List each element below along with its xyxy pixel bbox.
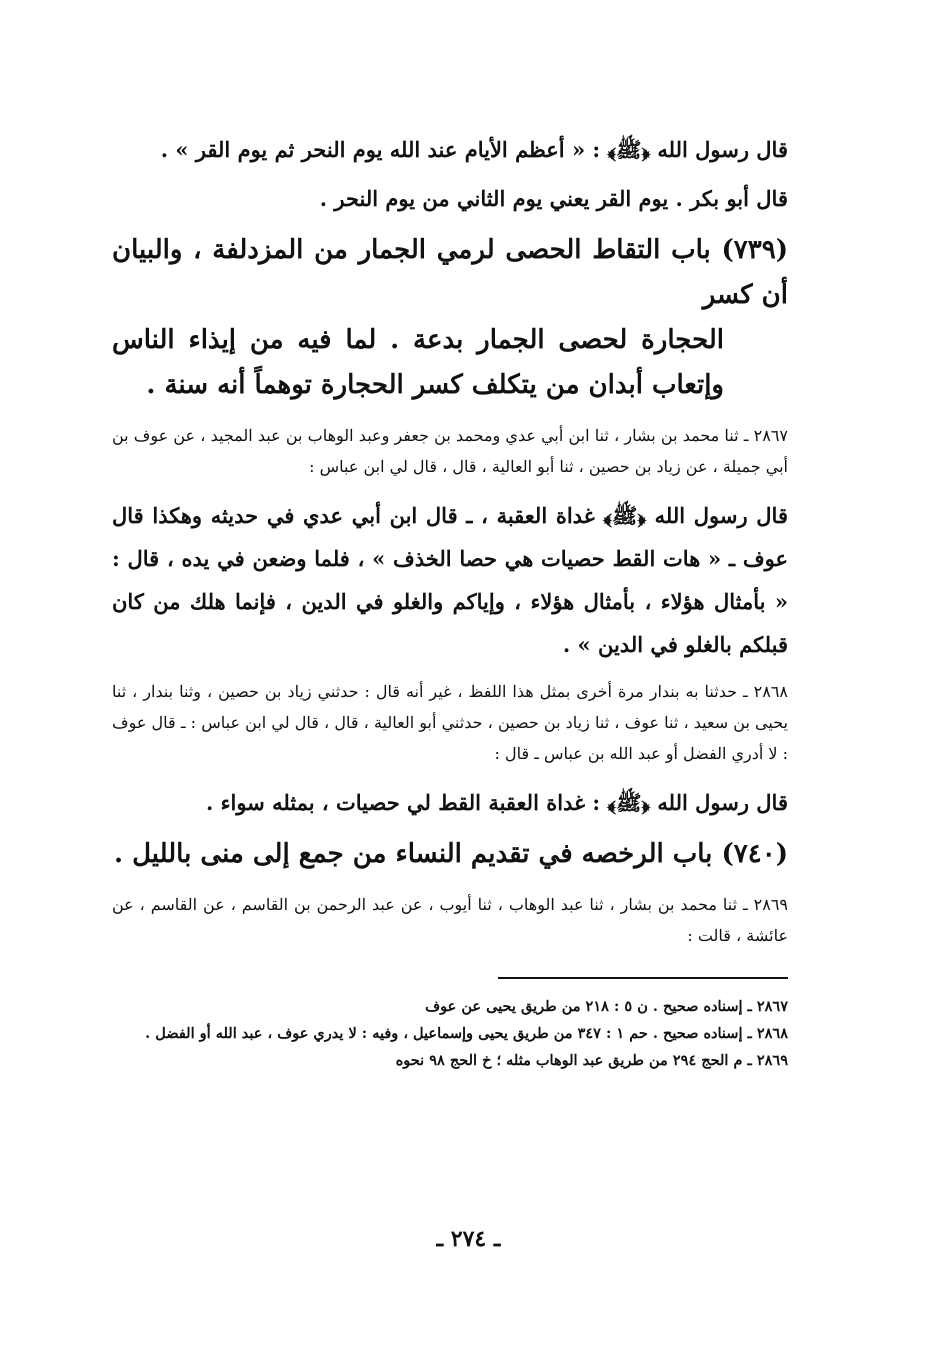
page-number: ـ ٢٧٤ ـ <box>436 1226 501 1252</box>
commentary-abu-bakr: قال أبو بكر . يوم القر يعني يوم الثاني من يوم النحر . <box>319 186 788 211</box>
isnad-2867: ٢٨٦٧ ـ ثنا محمد بن بشار ، ثنا ابن أبي عدي ومحمد بن جعفر وعبد الوهاب بن عبد المجيد ، عن عوف بن أبي جميلة ، عن زياد بن حصين ، ثنا أبو العالية ، قال ، قال لي ابن عباس : <box>112 426 788 476</box>
chapter-739-continuation: الحجارة لحصى الجمار بدعة . لما فيه من إيذاء الناس وإتعاب أبدان من يتكلف كسر الحجارة توهماً أنه سنة . <box>112 325 724 400</box>
hadith-matn-opening: قال رسول الله ﴿ﷺ﴾ : « أعظم الأيام عند الله يوم النحر ثم يوم القر » . <box>160 137 788 162</box>
isnad-2868: ٢٨٦٨ ـ حدثنا به بندار مرة أخرى بمثل هذا اللفظ ، غير أنه قال : حدثني زياد بن حصين ، وثنا بندار ، ثنا يحيى بن سعيد ، ثنا عوف ، ثنا زياد بن حصين ، حدثني أبو العالية ، قال ، قال لي ابن عباس : ـ قال عوف : لا أدري الفضل أو عبد الله بن عباس ـ قال : <box>112 682 789 763</box>
footnote-divider <box>498 977 788 979</box>
chapter-740-title: (٧٤٠) باب الرخصه في تقديم النساء من جمع إلى منى بالليل . <box>114 839 788 869</box>
page-content <box>112 128 788 1074</box>
footnote-2867: ٢٨٦٧ ـ إسناده صحيح . ن ٥ : ٢١٨ من طريق يحيى عن عوف <box>425 998 788 1015</box>
chapter-heading-739 <box>112 228 788 408</box>
footnote-2869: ٢٨٦٩ ـ م الحج ٢٩٤ من طريق عبد الوهاب مثله ؛ خ الحج ٩٨ نحوه <box>395 1052 788 1069</box>
isnad-2869: ٢٨٦٩ ـ ثنا محمد بن بشار ، ثنا عبد الوهاب ، ثنا أيوب ، عن عبد الرحمن بن القاسم ، عن القاسم ، عن عائشة ، قالت : <box>112 895 788 945</box>
footnote-2868: ٢٨٦٨ ـ إسناده صحيح . حم ١ : ٣٤٧ من طريق يحيى وإسماعيل ، وفيه : لا يدري عوف ، عبد الله أو الفضل . <box>145 1025 788 1042</box>
matn-2868: قال رسول الله ﴿ﷺ﴾ : غداة العقبة القط لي حصيات ، بمثله سواء . <box>205 790 788 815</box>
matn-2867: قال رسول الله ﴿ﷺ﴾ غداة العقبة ، ـ قال ابن أبي عدي في حديثه وهكذا قال عوف ـ « هات القط حصيات هي حصا الخذف » ، فلما وضعن في يده ، قال : « بأمثال هؤلاء ، بأمثال هؤلاء ، وإياكم والغلو في الدين ، فإنما هلك من كان قبلكم بالغلو في الدين » . <box>112 503 788 657</box>
chapter-heading-740 <box>112 832 788 877</box>
chapter-739-line1: (٧٣٩) باب التقاط الحصى لرمي الجمار من المزدلفة ، والبيان أن كسر <box>112 235 788 310</box>
footnotes <box>112 993 788 1074</box>
